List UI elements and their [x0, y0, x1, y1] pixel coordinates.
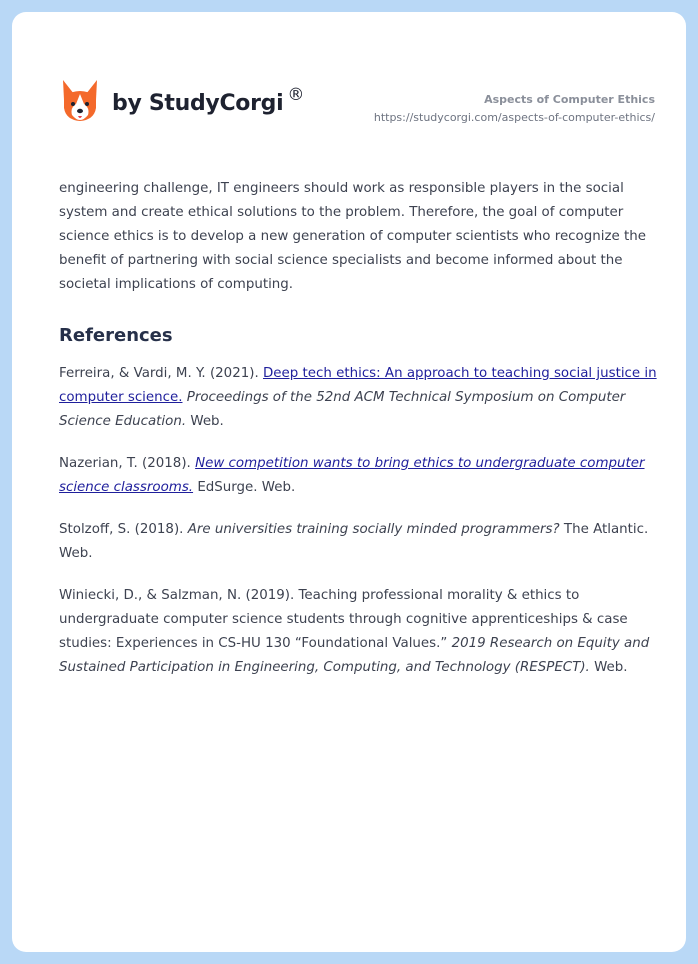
- document-meta: [374, 93, 655, 125]
- reference-item: [59, 584, 659, 680]
- reference-title: Are universities training socially minded programmers?: [187, 522, 560, 537]
- document-page: [12, 12, 686, 952]
- reference-suffix: Web.: [190, 414, 224, 429]
- registered-mark: ®: [287, 84, 305, 105]
- reference-suffix: EdSurge. Web.: [197, 480, 296, 495]
- brand-name: by StudyCorgi ®: [112, 84, 305, 116]
- corgi-icon: [60, 78, 100, 124]
- reference-item: [59, 518, 659, 566]
- body-paragraph: engineering challenge, IT engineers should work as responsible players in the social system and create ethical solutions to the problem. Therefore, the goal of computer science ethics is to develop a new generation of computer scientists who recognize the benefit of partnering with social science specialists and become informed about the societal implications of computing.: [59, 181, 646, 292]
- reference-source: Proceedings of the 52nd ACM Technical Symposium on Computer Science Education.: [59, 390, 626, 429]
- references-heading: References: [59, 325, 173, 346]
- reference-item: [59, 362, 659, 434]
- reference-link[interactable]: Deep tech ethics: An approach to teaching social justice in computer science.: [59, 366, 657, 405]
- reference-item: [59, 452, 659, 500]
- document-title: Aspects of Computer Ethics: [484, 93, 655, 106]
- page-header: [12, 12, 686, 152]
- reference-authors: Stolzoff, S. (2018).: [59, 522, 188, 537]
- document-url-link[interactable]: https://studycorgi.com/aspects-of-computer-ethics/: [373, 111, 655, 124]
- reference-authors: Nazerian, T. (2018).: [59, 456, 196, 471]
- reference-suffix: The Atlantic. Web.: [59, 522, 649, 561]
- reference-source: 2019 Research on Equity and Sustained Participation in Engineering, Computing, and Technology (RESPECT).: [59, 636, 650, 675]
- reference-authors: Winiecki, D., & Salzman, N. (2019). Teaching professional morality & ethics to undergraduate computer science students through cognitive apprenticeships & case studies: Experiences in CS-HU 130 “Foundational Values.”: [59, 588, 628, 651]
- essay-content: [59, 177, 659, 680]
- reference-authors: Ferreira, & Vardi, M. Y. (2021).: [59, 366, 263, 381]
- reference-suffix: Web.: [594, 660, 628, 675]
- reference-link[interactable]: New competition wants to bring ethics to undergraduate computer science classrooms.: [59, 456, 645, 495]
- studycorgi-logo[interactable]: [60, 76, 304, 126]
